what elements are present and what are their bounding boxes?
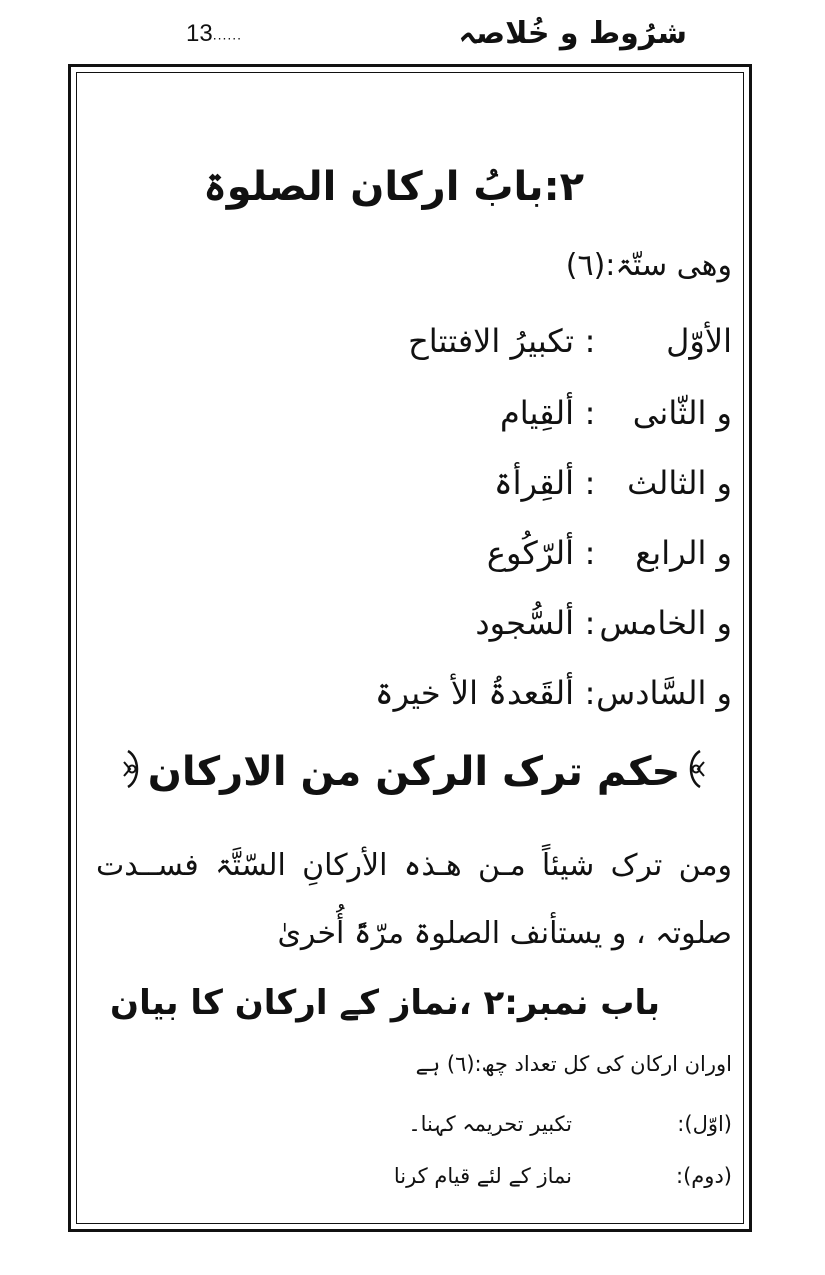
- rule-heading: [96, 748, 732, 800]
- pillar-row-1: [408, 322, 732, 360]
- pillar-separator: :: [584, 534, 596, 572]
- urdu-item-2: [394, 1164, 732, 1188]
- pillar-value: ألقَعدۃُ الأ خیرۃ: [374, 674, 574, 712]
- rule-heading-text: حکم ترک الرکن من الارکان: [147, 749, 681, 795]
- running-header-title: شرُوط و خُلاصہ: [458, 16, 687, 51]
- page-number-dots: ......: [212, 26, 243, 43]
- ornament-bracket-icon: [682, 748, 708, 800]
- chapter-title: ۲:بابُ ارکان الصلوۃ: [203, 164, 584, 210]
- pillar-name: و الخامس: [599, 604, 732, 642]
- pillar-name: و الثّانی: [632, 394, 732, 432]
- pillar-row-4: [487, 534, 732, 572]
- pillar-row-3: [494, 464, 732, 502]
- pillar-separator: :: [584, 322, 596, 360]
- pillar-value: ألسُّجود: [475, 604, 574, 642]
- pillar-value: ألقِرأۃ: [493, 464, 574, 502]
- ornament-bracket-icon: [120, 748, 146, 800]
- urdu-item-text: نماز کے لئے قیام کرنا: [393, 1164, 572, 1188]
- pillar-separator: :: [584, 604, 596, 642]
- urdu-item-label: (دوم):: [676, 1164, 732, 1188]
- pillar-name: و الرابع: [635, 534, 732, 572]
- pillar-value: ألرّکُوع: [486, 534, 574, 572]
- urdu-chapter-heading: باب نمبر:۲ ،نماز کے ارکان کا بیان: [110, 983, 660, 1023]
- pillar-row-5: [475, 604, 732, 642]
- urdu-item-text: تکبیر تحریمہ کہنا۔: [408, 1112, 572, 1136]
- urdu-item-label: (اوّل):: [677, 1112, 732, 1136]
- page-number: [186, 20, 242, 48]
- pillar-value: تکبیرُ الافتتاح: [408, 322, 574, 360]
- chapter-intro: وھی ستّۃ:(٦): [565, 248, 732, 283]
- rule-paragraph: ومن ترک شیئاً مـن ھـذہ الأرکانِ السّتَّۃ فســدت صلوتہ ، و یستأنف الصلوۃ مرّۃً أُخریٰ: [96, 848, 732, 951]
- urdu-intro: اوران ارکان کی کل تعداد چھ:(٦) ہے: [415, 1052, 732, 1076]
- pillar-value: ألقِیام: [499, 394, 574, 432]
- pillar-name: و السَّادس: [596, 674, 732, 712]
- pillar-row-6: [375, 674, 732, 712]
- page-number-value: 13: [186, 20, 213, 47]
- pillar-name: و الثالث: [627, 464, 732, 502]
- pillar-separator: :: [584, 464, 596, 502]
- pillar-separator: :: [584, 394, 596, 432]
- pillar-separator: :: [584, 674, 596, 712]
- pillar-name: الأوّل: [666, 322, 732, 360]
- urdu-item-1: [408, 1112, 732, 1136]
- pillar-row-2: [500, 394, 732, 432]
